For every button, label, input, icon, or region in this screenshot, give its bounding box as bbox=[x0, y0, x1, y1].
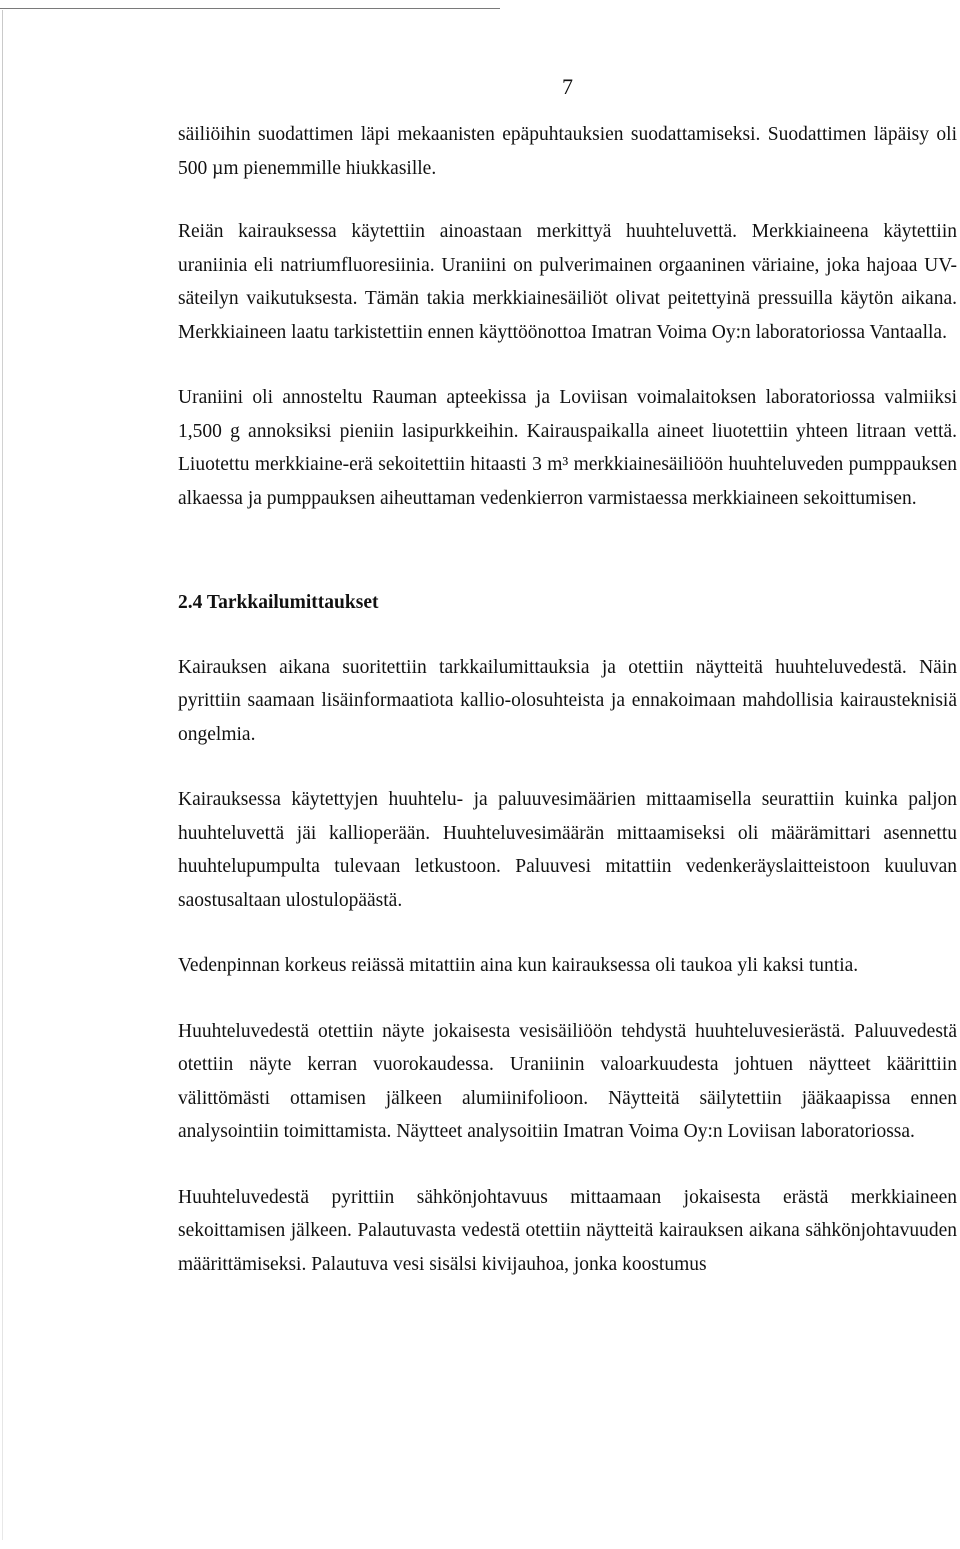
document-body bbox=[178, 118, 957, 1281]
paragraph-uraniini-dosing: Uraniini oli annosteltu Rauman apteekissa ja Loviisan voimalaitoksen laboratoriossa valmiiksi 1,500 g annoksiksi pieniin lasipurkkeihin. Kairauspaikalla aineet liuotettiin yhteen litraan vettä. Liuotettu merkkiaine-erä sekoitettiin hitaasti 3 m³ merkkiainesäiliöön huuhteluveden pumppauksen alkaessa ja pumppauksen aiheuttaman vedenkierron varmistaessa merkkiaineen sekoittumisen. bbox=[178, 387, 957, 509]
paragraph-conductivity: Huuhteluvedestä pyrittiin sähkönjohtavuus mittaamaan jokaisesta erästä merkkiaineen sekoittamisen jälkeen. Palautuvasta vedestä otettiin näytteitä kairauksen aikana sähkönjohtavuuden määrittämiseksi. Palautuva vesi sisälsi kivijauhoa, jonka koostumus bbox=[178, 1186, 957, 1275]
paragraph-flow-measurement: Kairauksessa käytettyjen huuhtelu- ja paluuvesimäärien mittaamisella seurattiin kuinka paljon huuhteluvettä jäi kallioperään. Huuhteluvesimäärän mittaamiseksi oli määrämittari asennettu huuhtelupumpulta tulevaan letkustoon. Paluuvesi mitattiin vedenkeräyslaitteistoon kuuluvan saostusaltaan ulostulopäästä. bbox=[178, 789, 957, 911]
paragraph-tracer-dye: Reiän kairauksessa käytettiin ainoastaan merkittyä huuhteluvettä. Merkkiaineena käytettiin uraniinia eli natriumfluoresiinia. Uraniini on pulverimainen orgaaninen väriaine, joka hajoaa UV-säteilyn vaikutuksesta. Tämän takia merkkiainesäiliöt olivat peitettyinä pressuilla käytön aikana. Merkkiaineen laatu tarkistettiin ennen käyttöönottoa Imatran Voima Oy:n laboratoriossa Vantaalla. bbox=[178, 221, 957, 343]
section-heading: 2.4 Tarkkailumittaukset bbox=[178, 592, 379, 613]
scan-edge-top bbox=[0, 8, 500, 9]
scan-edge-left bbox=[2, 10, 3, 1540]
paragraph-sampling: Huuhteluvedestä otettiin näyte jokaisesta vesisäiliöön tehdystä huuhteluvesierästä. Paluuvedestä otettiin näyte kerran vuorokaudessa. Uraniinin valoarkuudesta johtuen näytteet käärittiin välittömästi ottamisen jälkeen alumiinifolioon. Näytteitä säilytettiin jääkaapissa ennen analysointiin toimittamista. Näytteet analysoitiin Imatran Voima Oy:n Loviisan laboratoriossa. bbox=[178, 1020, 957, 1142]
page-number: 7 bbox=[562, 74, 573, 99]
paragraph-filter: säiliöihin suodattimen läpi mekaanisten epäpuhtauksien suodattamiseksi. Suodattimen läpäisy oli 500 µm pienemmille hiukkasille. bbox=[178, 124, 957, 179]
paragraph-monitoring: Kairauksen aikana suoritettiin tarkkailumittauksia ja otettiin näytteitä huuhteluvedestä. Näin pyrittiin saamaan lisäinformaatiota kallio-olosuhteista ja ennakoimaan mahdollisia kairausteknisiä ongelmia. bbox=[178, 656, 957, 745]
paragraph-water-level: Vedenpinnan korkeus reiässä mitattiin aina kun kairauksessa oli taukoa yli kaksi tuntia. bbox=[178, 955, 859, 976]
